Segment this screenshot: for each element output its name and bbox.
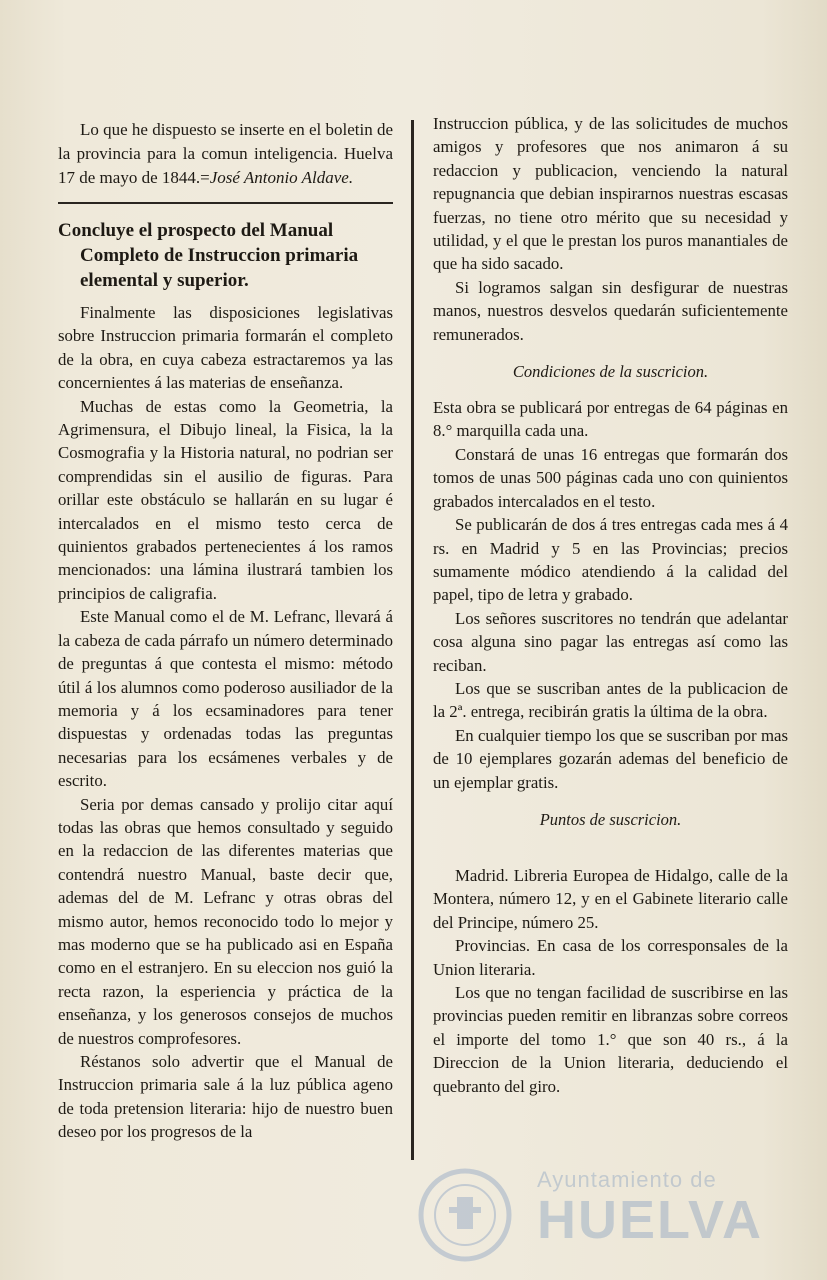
- city-seal-icon: [417, 1167, 513, 1263]
- body-paragraph: Instruccion pública, y de las solicitudes de muchos amigos y profesores que nos animaron á su redaccion y publicacion, venciendo la natural repugnancia que debian inspirarnos nuestras escasas fuerzas, no tiene otro mérito que su necesidad y utilidad, y el que le prestan los puros manantiales de que ha sido sacado.: [433, 114, 788, 274]
- body-paragraph: Si logramos salgan sin desfigurar de nuestras manos, nuestros desvelos quedarán suficientemente remunerados.: [433, 277, 788, 344]
- left-column: [58, 112, 393, 1144]
- spacer: [433, 844, 788, 864]
- watermark-line2: HUELVA: [537, 1190, 763, 1250]
- article-title-line: Completo de Instruccion primaria: [80, 245, 359, 266]
- watermark-line1: Ayuntamiento de: [537, 1167, 717, 1192]
- conditions-paragraph: Los que se suscriban antes de la publicacion de la 2ª. entrega, recibirán gratis la última de la obra.: [433, 678, 788, 722]
- conditions-heading: Condiciones de la suscricion.: [512, 362, 709, 382]
- conditions-paragraph: En cualquier tiempo los que se suscriban por mas de 10 ejemplares gozarán ademas del beneficio de un ejemplar gratis.: [433, 725, 788, 792]
- article-title-line: elemental y superior.: [80, 270, 249, 291]
- notice-text: Lo que he dispuesto se inserte en el boletin de la provincia para la comun inteligencia. Huelva 17 de mayo de 1844.=: [58, 120, 393, 187]
- points-paragraph: Madrid. Libreria Europea de Hidalgo, calle de la Montera, número 12, y en el Gabinete literario calle del Principe, número 25.: [433, 865, 788, 932]
- points-paragraph: Provincias. En casa de los corresponsales de la Union literaria.: [433, 936, 788, 979]
- conditions-paragraph: Se publicarán de dos á tres entregas cada mes á 4 rs. en Madrid y 5 en las Provincias; precios sumamente módico atendiendo á la calidad del papel, tipo de letra y grabado.: [433, 515, 788, 605]
- body-paragraph: Finalmente las disposiciones legislativas sobre Instruccion primaria formarán el completo de la obra, en cuya cabeza estractaremos ya las concernientes á las materias de enseñanza.: [58, 303, 393, 393]
- conditions-paragraph: Esta obra se publicará por entregas de 64 páginas en 8.° marquilla cada una.: [433, 398, 788, 441]
- section-divider: [58, 202, 393, 204]
- notice-signature: José Antonio Aldave.: [209, 168, 354, 187]
- body-paragraph: Seria por demas cansado y prolijo citar aquí todas las obras que hemos consultado y seguido en la redaccion de las diferentes materias que contendrá nuestro Manual, baste decir que, ademas del de M. Lefranc y otras obras del mismo autor, hemos reconocido todo lo mejor y mas moderno que se ha publicado asi en España como en el estranjero. En su eleccion nos guió la recta razon, la esperiencia y práctica de la enseñanza, y los generosos consejos de muchos de nuestros comprofesores.: [58, 794, 393, 1048]
- points-heading: Puntos de suscricion.: [539, 809, 682, 829]
- body-paragraph: Este Manual como el de M. Lefranc, llevará á la cabeza de cada párrafo un número determinado de preguntas á que contesta el mismo: método útil á los alumnos como poderoso ausiliador de la memoria y á los ecsaminadores para tener dispuestas y ordenadas todas las preguntas necesarias para los ecsámenes verbales y de escrito.: [58, 607, 393, 791]
- article-title: [58, 218, 393, 293]
- points-paragraph: Los que no tengan facilidad de suscribirse en las provincias pueden remitir en libranzas sobre correos el importe del tomo 1.° que son 40 rs., á la Direccion de la Union literaria, deduciendo el quebranto del giro.: [433, 983, 788, 1096]
- body-paragraph: Réstanos solo advertir que el Manual de Instruccion primaria sale á la luz pública ageno de toda pretension literaria: hijo de nuestro buen deseo por los progresos de la: [58, 1052, 393, 1142]
- watermark: [417, 1167, 763, 1262]
- conditions-paragraph: Los señores suscritores no tendrán que adelantar cosa alguna sino pagar las entregas así como las reciban.: [433, 608, 788, 675]
- right-column: [433, 112, 788, 1098]
- conditions-paragraph: Constará de unas 16 entregas que formarán dos tomos de unas 500 páginas cada uno con quinientos grabados intercalados en el testo.: [433, 444, 788, 511]
- notice-paragraph: [58, 118, 393, 190]
- body-paragraph: Muchas de estas como la Geometria, la Agrimensura, el Dibujo lineal, la Fisica, la la Cosmografia y la Historia natural, no podrian ser comprendidas sin el ausilio de figuras. Para orillar este obstáculo se hallarán en su lugar é intercalados en el mismo testo cerca de quinientos grabados pertenecientes á los ramos mencionados: una lámina ilustrará tambien los principios de caligrafia.: [58, 396, 393, 603]
- article-title-line: Concluye el prospecto del Manual: [58, 220, 334, 241]
- column-rule: [411, 120, 414, 1160]
